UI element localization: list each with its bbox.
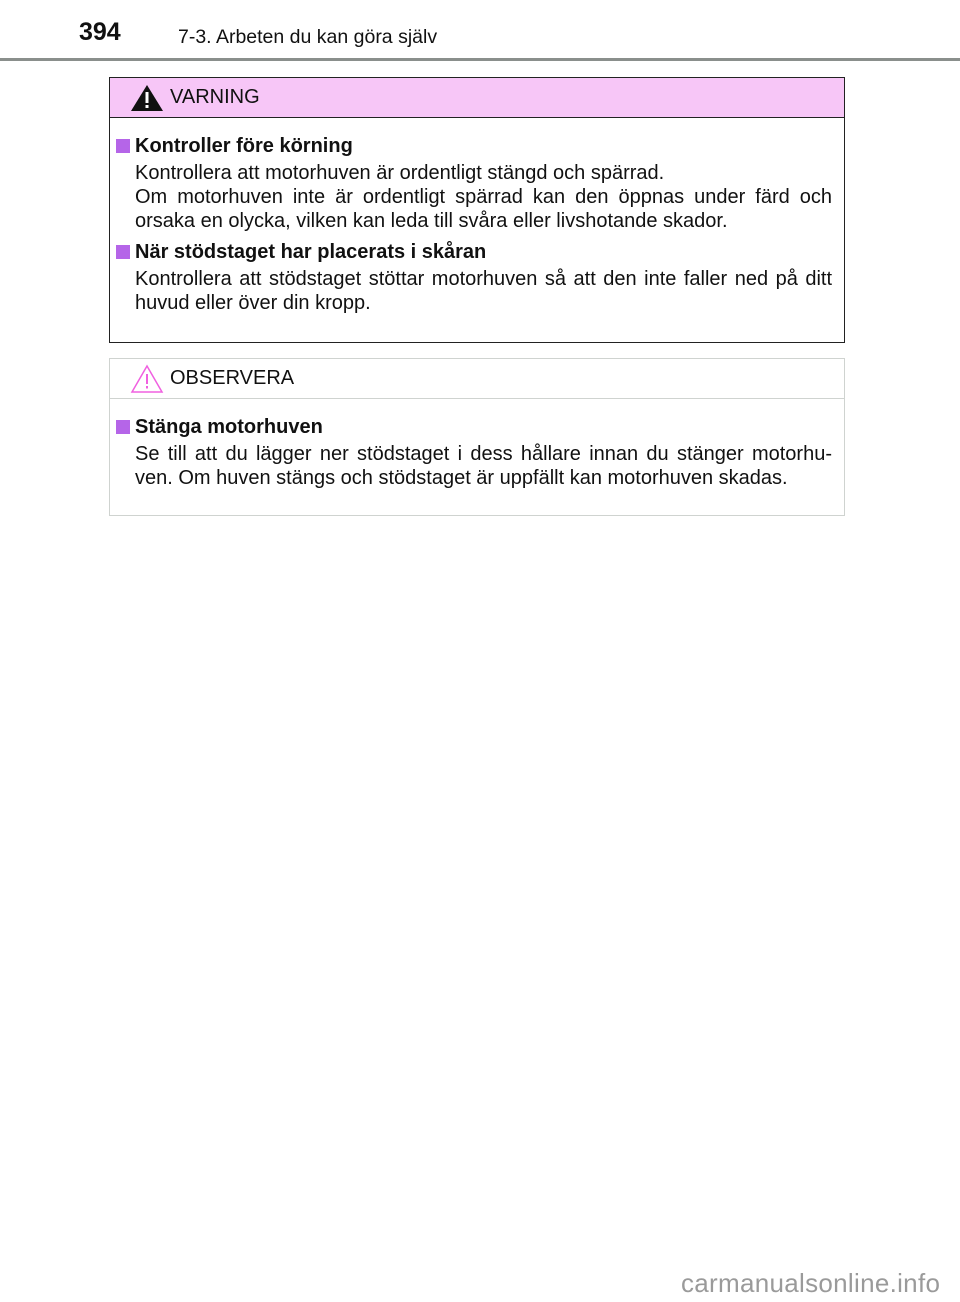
square-bullet-icon [116,245,130,259]
warning-triangle-icon [130,84,164,112]
watermark: carmanualsonline.info [681,1268,941,1298]
text-line: huvud eller över din kropp. [135,292,371,314]
caution-triangle-icon [130,364,164,394]
item-title-text: När stödstaget har placerats i skåran [135,240,487,263]
square-bullet-icon [116,420,130,434]
warning-box [109,77,845,343]
item-title-text: Kontroller före körning [135,134,353,157]
notice-box [109,358,845,516]
warning-item-title [116,239,844,265]
text-line: Om motorhuven inte är ordentligt spärrad kan den öppnas under färd och [135,186,832,208]
text-line: Se till att du lägger ner stödstaget i dess hållare innan du stänger motorhu- [135,443,832,465]
text-line: Kontrollera att stödstaget stöttar motorhuven så att den inte faller ned på ditt [135,268,832,290]
square-bullet-icon [116,139,130,153]
warning-header [110,78,844,118]
notice-item-text [135,442,832,490]
text-line: ven. Om huven stängs och stödstaget är uppfällt kan motorhuven skadas. [135,467,788,489]
notice-title: OBSERVERA [170,367,295,389]
header-divider [0,58,960,61]
text-line: Kontrollera att motorhuven är ordentligt stängd och spärrad. [135,162,665,184]
notice-item-title [116,414,844,440]
warning-title: VARNING [170,86,260,108]
text-line: orsaka en olycka, vilken kan leda till svåra eller livshotande skador. [135,210,728,232]
warning-item-title [116,133,844,159]
warning-item-text [135,161,832,233]
notice-header [110,359,844,399]
warning-item-text [135,267,832,315]
item-title-text: Stänga motorhuven [135,415,323,438]
section-title: 7-3. Arbeten du kan göra själv [178,26,438,48]
page-number: 394 [79,18,121,46]
